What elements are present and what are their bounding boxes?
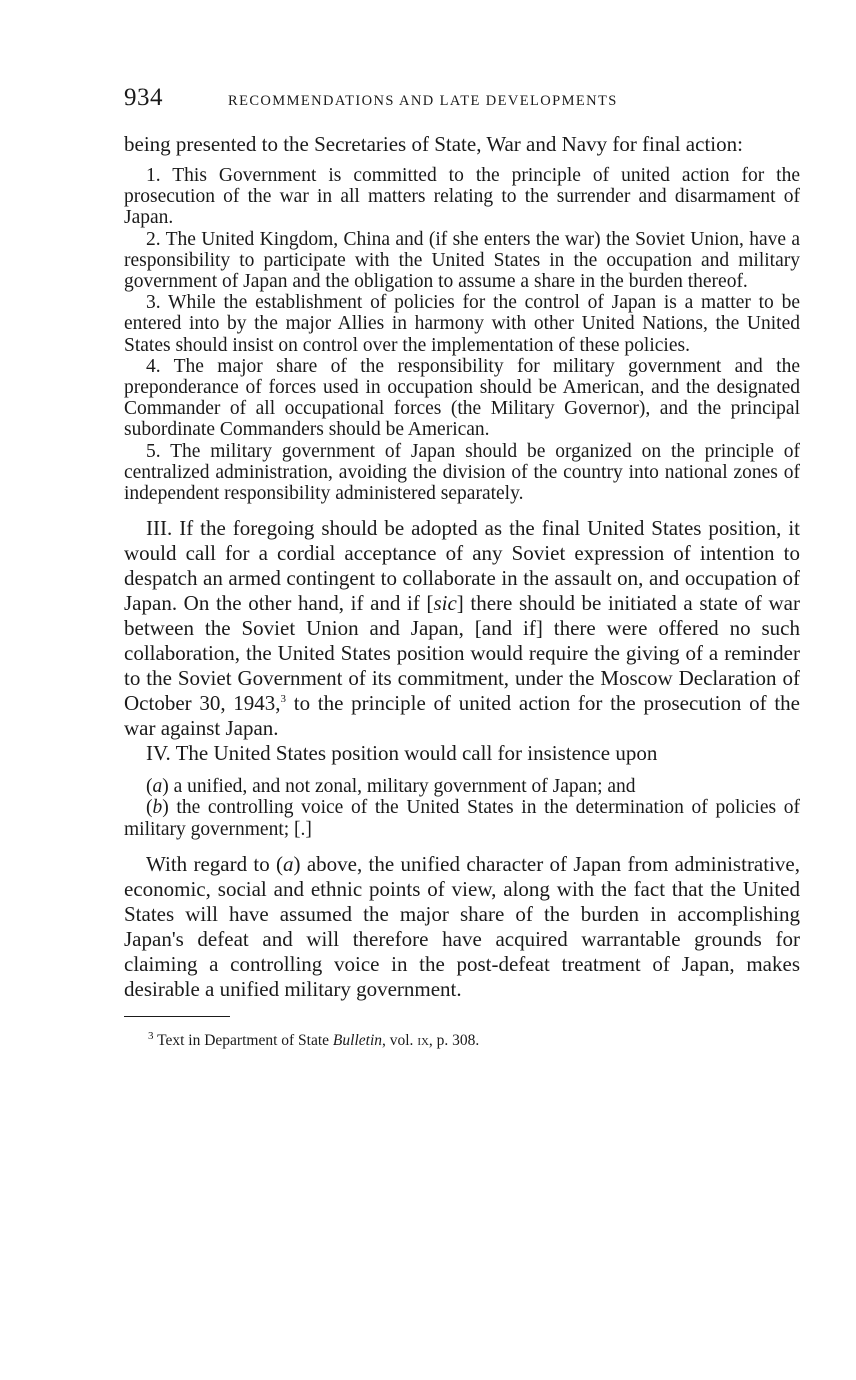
item-text: ) the controlling voice of the United States in the determination of policies of military government; [.] [124,797,800,840]
section-three-text-2: ] there should be initiated a state of war between the Soviet Union and Japan, [and if] there were offered no such collaboration, the United States position would require the giving of a reminder to the Soviet Government of its commitment, under the Moscow Declaration of October 30, 1943, [124,591,800,716]
item-letter: a [152,776,163,798]
section-four-paragraph: IV. The United States position would call for insistence upon [146,741,658,766]
section-three-text-3: to the principle of united action for the prosecution of the war against Japan. [124,691,800,741]
list-item: 2. The United Kingdom, China and (if she enters the war) the Soviet Union, have a responsibility to participate with the United States in the occupation and military government of Japan and the obligation to assume a share in the burden thereof. [124,228,800,293]
item-open-paren: ( [146,797,153,819]
footnote [148,1031,824,1050]
closing-paragraph [124,852,800,1002]
running-header [124,84,800,112]
list-item: 5. The military government of Japan should be organized on the principle of centralized administration, avoiding the division of the country into national zones of independent responsibility administered separately. [124,440,800,505]
sic-annotation: sic [433,591,457,616]
closing-letter: a [283,851,294,876]
footnote-text-2: , vol. [382,1031,418,1049]
list-item [124,776,800,797]
list-item: 4. The major share of the responsibility for military government and the preponderance of forces used in occupation should be American, and the designated Commander of all occupational forces (the Military Governor), and the principal subordinate Commanders should be American. [124,355,800,441]
intro-paragraph: being presented to the Secretaries of State, War and Navy for final action: [124,132,743,156]
section-three-paragraph [124,516,800,741]
footnote-text-3: , p. 308. [428,1031,480,1049]
running-title: RECOMMENDATIONS AND LATE DEVELOPMENTS [228,93,618,109]
footnote-reference: 3 [280,693,287,706]
item-open-paren: ( [146,776,153,798]
numbered-list [124,165,800,504]
list-item: 1. This Government is committed to the principle of united action for the prosecution of the war in all matters relating to the surrender and disarmament of Japan. [124,165,800,229]
footnote-text-1: Text in Department of State [153,1031,333,1049]
footnote-publication: Bulletin [332,1031,382,1049]
item-letter: b [152,797,163,819]
closing-text-1: With regard to ( [146,851,284,876]
list-item: 3. While the establishment of policies for the control of Japan is a matter to be entered into by the major Allies in harmony with other United Nations, the United States should insist on control over the implementation of these policies. [124,292,800,356]
section-three-text-1: III. If the foregoing should be adopted as the final United States position, it would call for a cordial acceptance of any Soviet expression of intention to despatch an armed contingent to collaborate in the assault on, and occupation of Japan. On the other hand, if and if [ [124,516,800,616]
footnote-divider [124,1016,230,1017]
list-item [124,797,800,839]
item-text: ) a unified, and not zonal, military government of Japan; and [162,776,636,798]
closing-text-2: ) above, the unified character of Japan from administrative, economic, social and ethnic points of view, along with the fact that the United States will have assumed the major share of the burden in accomplishing Japan's defeat and will therefore have acquired warrantable grounds for claiming a controlling voice in the post-defeat treatment of Japan, makes desirable a unified military government. [124,851,800,1001]
footnote-marker: 3 [148,1029,154,1042]
footnote-volume: ix [417,1031,429,1049]
lettered-list [124,776,800,840]
page-number: 934 [124,84,163,111]
